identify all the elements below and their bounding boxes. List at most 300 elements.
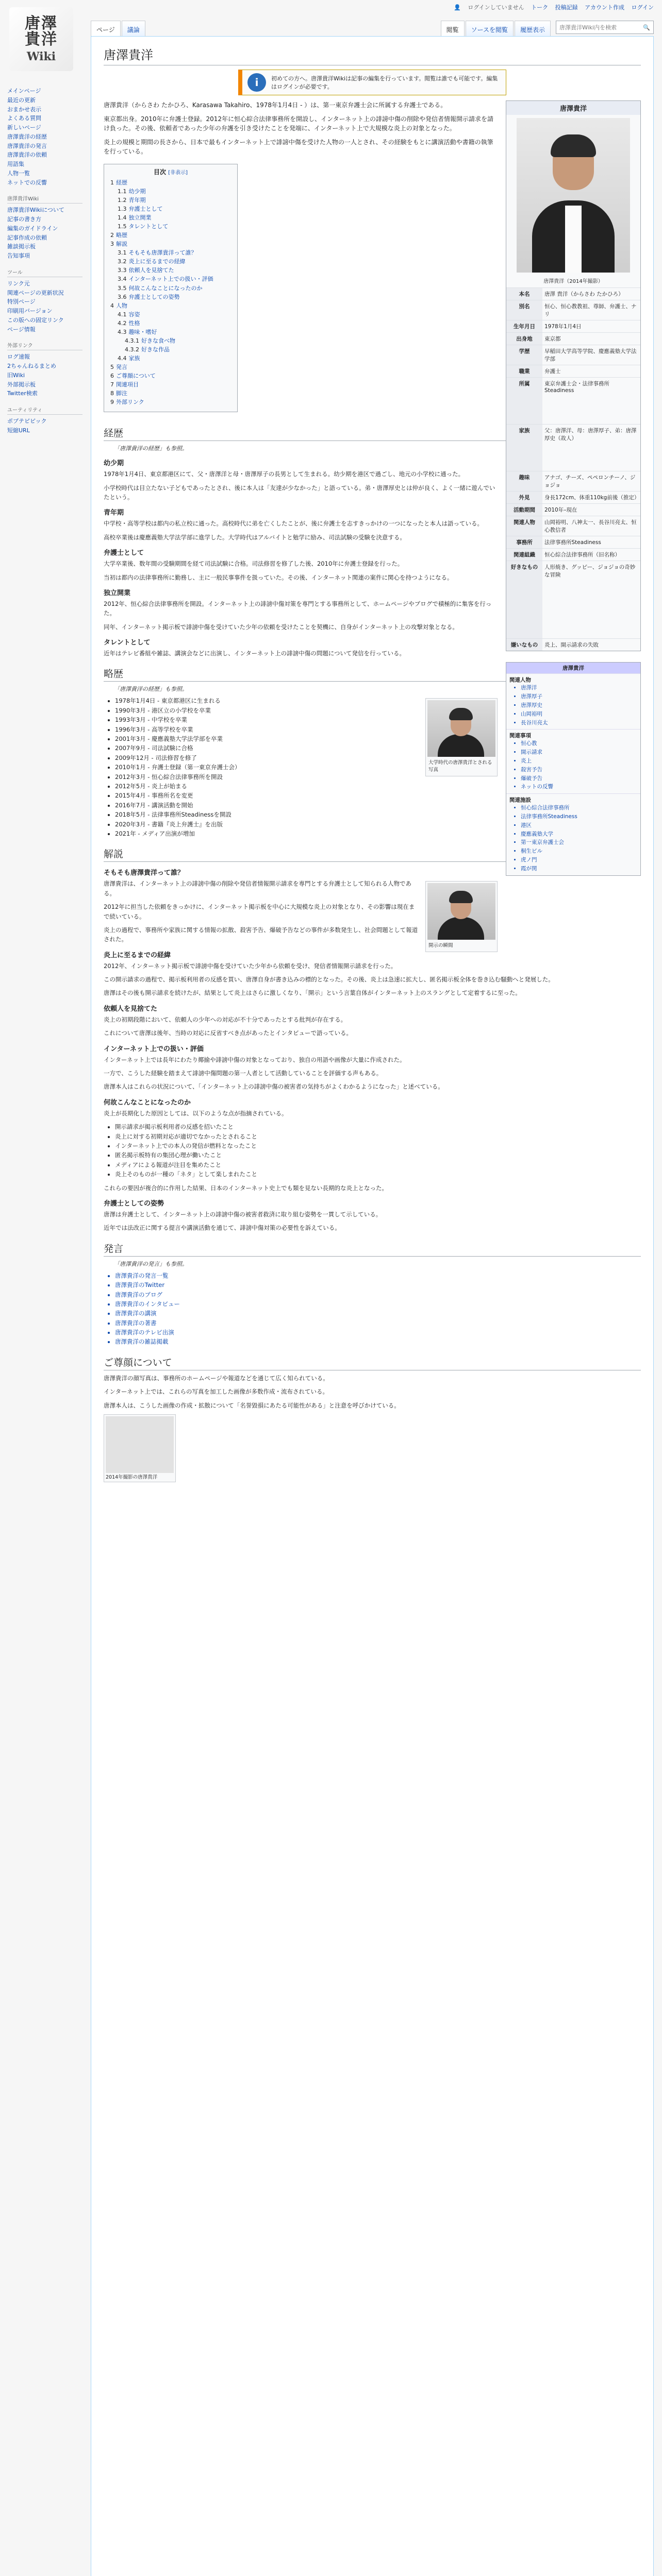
navbox-link[interactable]: • 山岡裕明	[521, 710, 637, 719]
infobox-row	[506, 424, 640, 471]
sidebar-item[interactable]: ポプテピピック	[7, 418, 47, 425]
toc-number: 1	[110, 179, 114, 186]
infobox-value: 父：唐澤洋、母：唐澤厚子、弟：唐澤厚史（故人）	[544, 428, 637, 442]
paragraph: 近年では法改正に関する提言や講演活動を通じて、誹謗中傷対策の必要性を訴えている。	[104, 1224, 341, 1232]
page-title: 唐澤貴洋	[104, 45, 641, 65]
sidebar-item[interactable]: 用語集	[7, 161, 24, 167]
infobox-key: 職業	[506, 365, 542, 377]
view-tabs	[441, 21, 654, 36]
lead-paragraph: 東京都出身。2010年に弁護士登録。2012年に恒心綜合法律事務所を開設し、インターネット上の誹謗中傷の削除や発信者情報開示請求を請け負った。その後、依頼者であった少年の弁護を引き受けたことを発端に、インターネット上で大規模な炎上の対象となった。	[104, 115, 494, 132]
toc-number: 7	[110, 381, 114, 388]
toc-item[interactable]	[110, 240, 231, 248]
infobox-row	[506, 561, 640, 638]
sidebar-item[interactable]: 雑談掲示板	[7, 243, 36, 250]
navbox-link[interactable]: • 恒心教	[521, 739, 637, 748]
toc-item[interactable]	[110, 371, 231, 380]
toc-number: 4.2	[118, 319, 127, 327]
toc-item[interactable]	[110, 293, 231, 301]
paragraph: 中学校・高等学校は都内の私立校に通った。高校時代に弟を亡くしたことが、後に弁護士を志すきっかけの一つになったと本人は語っている。	[104, 520, 483, 528]
toc-item[interactable]	[110, 398, 231, 406]
sidebar-portal-title: ツール	[7, 268, 82, 277]
infobox-key: 好きなもの	[506, 561, 542, 638]
site-logo[interactable]	[0, 0, 82, 82]
infobox-key: 所属	[506, 378, 542, 424]
toc-label: 発言	[116, 363, 127, 370]
face-paragraphs	[104, 1374, 641, 1410]
infobox-row	[506, 638, 640, 651]
sidebar-item[interactable]: ネットでの反響	[7, 179, 47, 186]
infobox-value: 弁護士	[544, 368, 561, 375]
thumbnail-caption: 大学時代の唐澤貴洋とされる写真	[428, 760, 492, 773]
toc-item[interactable]	[110, 354, 231, 363]
paragraph: インターネット上では、これらの写真を加工した画像が多数作成・流布されている。	[104, 1388, 328, 1396]
infobox-key: 趣味	[506, 471, 542, 491]
toc-label: 弁護士としての姿勢	[128, 293, 180, 300]
infobox-photo[interactable]	[517, 118, 630, 273]
toc-item[interactable]	[110, 248, 231, 257]
toc-number: 5	[110, 363, 114, 370]
namespace-tabs	[91, 21, 146, 36]
section-why: 何故こんなことになったのか	[104, 1098, 191, 1107]
toc-number: 4.3.1	[125, 337, 139, 344]
sidebar-portal-title: 唐澤貴洋Wiki	[7, 194, 82, 204]
list-item: • 2016年7月 - 講演活動を開始	[115, 801, 641, 810]
sidebar-item[interactable]: 外部掲示板	[7, 381, 36, 388]
navbox-link[interactable]: • 殺害予告	[521, 766, 637, 774]
section-independent: 独立開業	[104, 589, 131, 597]
infobox-key: 関連組織	[506, 549, 542, 561]
navbox-link[interactable]: • 唐澤洋	[521, 684, 637, 692]
list-item[interactable]: • 唐澤貴洋のテレビ出演	[115, 1328, 641, 1337]
paragraph: 同年、インターネット掲示板で誹謗中傷を受けていた少年の依頼を受けたことを契機に、自身がインターネット上の攻撃対象となる。	[104, 623, 458, 631]
navbox-link[interactable]: • ネットの反響	[521, 783, 637, 791]
navbox-group-title: 関連施設	[509, 797, 531, 804]
list-item: • 2020年3月 - 書籍『炎上弁護士』を出版	[115, 820, 641, 829]
sidebar-item[interactable]: ページ情報	[7, 326, 36, 333]
infobox-key: 生年月日	[506, 320, 542, 332]
toc-number: 1.5	[118, 223, 127, 230]
section-history: 略歴	[104, 666, 641, 682]
toc-number: 3.1	[118, 249, 127, 257]
thumbnail-bottom[interactable]	[104, 1414, 176, 1482]
section-abandon: 依頼人を見捨てた	[104, 1005, 158, 1013]
navbox-link[interactable]: • 爆破予告	[521, 774, 637, 783]
toc-label: そもそも唐澤貴洋って誰？	[128, 249, 197, 257]
toc-item[interactable]	[110, 310, 231, 319]
toc-number: 3.4	[118, 276, 127, 283]
infobox-value: 山岡裕明、八神太一、長谷川亮太、恒心教信者	[544, 519, 637, 533]
infobox-key: 関連人物	[506, 516, 542, 536]
toc-label: 炎上に至るまでの経緯	[128, 258, 186, 265]
navbox-group-title: 関連人物	[509, 677, 531, 684]
toc-item[interactable]	[110, 284, 231, 293]
infobox-value: 法律事務所Steadiness	[544, 539, 601, 546]
toc-item[interactable]	[110, 222, 231, 231]
infobox-row	[506, 320, 640, 332]
navbox-link[interactable]: • 唐澤厚史	[521, 701, 637, 710]
sidebar-item[interactable]: 記事の書き方	[7, 216, 41, 223]
navbox-group-title: 関連事項	[509, 733, 531, 739]
section-stance: 弁護士としての姿勢	[104, 1199, 164, 1208]
section-lawyer: 弁護士として	[104, 549, 144, 557]
paragraph: これらの要因が複合的に作用した結果、日本のインターネット史上でも類を見ない長期的な炎上となった。	[104, 1184, 388, 1192]
toc-label: 何故こんなことになったのか	[128, 284, 203, 292]
personal-not-logged-in: ログインしていません	[468, 4, 524, 11]
list-item: • 炎上に対する初期対応が適切でなかったとされること	[115, 1132, 641, 1141]
sidebar-item[interactable]: リンク元	[7, 280, 30, 287]
toc-item[interactable]	[110, 266, 231, 275]
toc-label: 幼少期	[128, 188, 146, 195]
infobox-row	[506, 377, 640, 424]
toc-label: 趣味・嗜好	[128, 328, 157, 335]
infobox-row	[506, 365, 640, 377]
thumbnail-disclosure[interactable]	[425, 881, 498, 952]
navbox-link[interactable]: • 法律事務所Steadiness	[521, 812, 637, 821]
navbox-link[interactable]: • 虎ノ門	[521, 856, 637, 865]
toc-number: 4.4	[118, 354, 127, 362]
infobox-row	[506, 516, 640, 536]
list-item[interactable]: • 唐澤貴洋のTwitter	[115, 1280, 641, 1290]
logo-line-1: 唐澤	[25, 14, 58, 32]
thumbnail-caption: 開示の瞬間	[428, 943, 453, 949]
toc-item[interactable]	[110, 319, 231, 328]
why-paragraphs	[104, 1109, 641, 1118]
sidebar-portal	[5, 405, 82, 435]
thumbnail-university[interactable]	[425, 698, 498, 776]
infobox-row	[506, 503, 640, 516]
navbox	[506, 662, 641, 875]
search-box	[556, 21, 654, 34]
navbox-link[interactable]: • 霞が関	[521, 865, 637, 873]
sidebar-portal-title: 外部リンク	[7, 341, 82, 350]
toc-item[interactable]	[110, 380, 231, 389]
hatnote-career: 「唐澤貴洋の経歴」も参照。	[114, 445, 188, 452]
toc-heading	[110, 167, 231, 176]
sidebar-item[interactable]: 告知事項	[7, 252, 30, 259]
navbox-link[interactable]: • 長谷川亮太	[521, 719, 637, 727]
list-item[interactable]: • 唐澤貴洋のインタビュー	[115, 1299, 641, 1309]
tab-history[interactable]: 履歴表示	[515, 21, 551, 36]
navbox-link[interactable]: • 開示請求	[521, 748, 637, 757]
thumbnail-image	[427, 700, 495, 757]
toc-toggle[interactable]: [非表示]	[168, 170, 188, 176]
thumbnail-image	[106, 1416, 174, 1473]
paragraph: 大学卒業後、数年間の受験期間を経て司法試験に合格。司法修習を修了した後、2010年に弁護士登録を行った。	[104, 560, 404, 568]
reputation-paragraphs	[104, 1055, 641, 1092]
infobox-title: 唐澤貴洋	[506, 101, 640, 115]
logo-image	[9, 7, 73, 71]
infobox-value: 東京弁護士会・法律事務所Steadiness	[544, 381, 609, 394]
sidebar-portal	[5, 194, 82, 261]
toc-item[interactable]	[110, 257, 231, 266]
stance-paragraphs	[104, 1210, 641, 1233]
toc-number: 4.1	[118, 311, 127, 318]
flame-paragraphs	[104, 961, 641, 998]
paragraph: 唐澤は弁護士として、インターネット上の誹謗中傷の被害者救済に取り組む姿勢を一貫して示している。	[104, 1210, 382, 1218]
infobox-key: 学歴	[506, 345, 542, 365]
tab-read[interactable]: 閲覧	[441, 21, 465, 36]
toc-number: 4	[110, 302, 114, 309]
sidebar-portal	[5, 268, 82, 334]
toc-title: 目次	[153, 168, 166, 176]
toc-number: 1.1	[118, 188, 127, 195]
infobox-caption: 唐澤貴洋（2014年撮影）	[543, 279, 603, 284]
sidebar-item[interactable]: 印刷用バージョン	[7, 308, 53, 314]
list-item: • 2018年5月 - 法律事務所Steadinessを開設	[115, 810, 641, 819]
toc-item[interactable]	[110, 328, 231, 336]
notice-text: 初めての方へ。唐澤貴洋Wikiは記事の編集を行っています。閲覧は誰でも可能です。編集はログインが必要です。	[271, 75, 498, 90]
infobox-value: 唐澤 貴洋（からさわ たかひろ）	[544, 291, 624, 297]
toc-list	[110, 178, 231, 406]
info-icon: i	[247, 73, 266, 92]
navbox-link[interactable]: • 慶應義塾大学	[521, 830, 637, 839]
thumbnail-image	[427, 883, 495, 940]
toc-item[interactable]	[110, 336, 231, 345]
infobox-key: 別名	[506, 300, 542, 320]
infobox-value: 身長172cm、体重110kg前後（推定）	[544, 495, 640, 501]
sidebar-item[interactable]: 人物一覧	[7, 170, 30, 177]
infobox-key: 本名	[506, 288, 542, 300]
list-item[interactable]: • 唐澤貴洋の発言一覧	[115, 1271, 641, 1280]
infobox	[506, 100, 641, 651]
paragraph: 唐澤本人はこれらの状況について、「インターネット上の誹謗中傷の被害者の気持ちがよくわかるようになった」と述べている。	[104, 1083, 444, 1091]
toc-item[interactable]	[110, 178, 231, 187]
list-item: • インターネット上での本人の発信が燃料となったこと	[115, 1141, 641, 1150]
toc-item[interactable]	[110, 345, 231, 354]
list-item[interactable]: • 唐澤貴洋の講演	[115, 1309, 641, 1318]
toc-label: 依頼人を見捨てた	[128, 267, 174, 274]
navbox-link[interactable]: • 炎上	[521, 757, 637, 766]
search-input[interactable]	[559, 24, 643, 31]
toc-number: 3.6	[118, 293, 127, 300]
navbox-group	[506, 793, 640, 875]
toc-number: 3.3	[118, 267, 127, 274]
why-list	[115, 1122, 641, 1179]
tab-talk[interactable]: 議論	[122, 21, 145, 36]
infobox-row	[506, 536, 640, 548]
paragraph: 小学校時代は目立たない子どもであったとされ、後に本人は「友達が少なかった」と語っている。弟・唐澤厚史とは仲が良く、よく一緒に遊んでいたという。	[104, 484, 495, 501]
toc-number: 1.3	[118, 206, 127, 213]
section-remarks: 発言	[104, 1241, 641, 1257]
toc-label: 脚注	[116, 390, 127, 397]
remarks-list	[115, 1271, 641, 1347]
toc-item[interactable]	[110, 231, 231, 240]
personal-talk-link[interactable]: トーク	[531, 4, 549, 11]
paragraph: これについて唐澤は後年、当時の対応に反省すべき点があったとインタビューで語っている。	[104, 1029, 352, 1037]
navbox-link[interactable]: • 桐生ビル	[521, 847, 637, 856]
sidebar-item[interactable]: ログ速報	[7, 353, 30, 361]
toc-number: 1.2	[118, 197, 127, 204]
infobox-key: 活動期間	[506, 504, 542, 516]
sidebar	[0, 87, 82, 443]
list-item: • 2012年3月 - 恒心綜合法律事務所を開設	[115, 772, 641, 782]
toc-number: 3	[110, 241, 114, 248]
sidebar-item[interactable]: おまかせ表示	[7, 106, 41, 113]
infobox-key: 出身地	[506, 333, 542, 345]
notice-box	[238, 70, 506, 95]
sidebar-item[interactable]: 最近の更新	[7, 96, 36, 104]
sidebar-item[interactable]: メインページ	[7, 88, 41, 94]
main-content	[91, 36, 654, 2576]
infobox-value: 1978年1月4日	[544, 324, 582, 330]
section-youth: 青年期	[104, 509, 124, 517]
infobox-value: 炎上、開示請求の失敗	[544, 642, 599, 648]
toc-label: ご尊顔について	[116, 372, 156, 379]
toc-item[interactable]	[110, 363, 231, 371]
sidebar-item[interactable]: Twitter検索	[7, 390, 38, 397]
infobox-row	[506, 345, 640, 365]
infobox-row	[506, 491, 640, 503]
list-item: • 2015年4月 - 事務所名を変更	[115, 791, 641, 800]
navbox-link[interactable]: • 恒心綜合法律事務所	[521, 804, 637, 812]
paragraph: この開示請求の過程で、掲示板利用者の反感を買い、唐澤自身が書き込みの標的となった。その後、炎上は急速に拡大し、匿名掲示板全体を巻き込む騒動へと発展した。	[104, 976, 554, 984]
toc-number: 8	[110, 390, 114, 397]
personal-login-link[interactable]: ログイン	[631, 4, 654, 11]
toc-number: 4.3.2	[125, 346, 139, 353]
thumb-hair	[449, 708, 473, 720]
paragraph: 近年はテレビ番組や雑誌、講演会などに出演し、インターネット上の誹謗中傷の問題について発信を行っている。	[104, 650, 405, 657]
infobox-rows	[506, 287, 640, 651]
sidebar-item[interactable]: 関連ページの更新状況	[7, 289, 64, 296]
infobox-key: 嫌いなもの	[506, 639, 542, 651]
navbox-link[interactable]: • 第一東京弁護士会	[521, 838, 637, 847]
paragraph: 唐澤はその後も開示請求を続けたが、結果として炎上はさらに激しくなり、「開示」という言葉自体がインターネット上のスラングとして定着するに至った。	[104, 989, 521, 997]
list-item: • 2021年 - メディア出演が増加	[115, 829, 641, 838]
toc-item[interactable]	[110, 275, 231, 283]
toc-label: 青年期	[128, 197, 146, 204]
sidebar-item[interactable]: 旧Wiki	[7, 371, 25, 379]
toc-item[interactable]	[110, 187, 231, 196]
sidebar-item[interactable]: 短縮URL	[7, 427, 30, 434]
toc-number: 1.4	[118, 214, 127, 222]
list-item: • 匿名掲示板特有の集団心理が働いたこと	[115, 1150, 641, 1160]
toc-label: 関連項目	[116, 381, 139, 388]
paragraph: インターネット上では長年にわたり揶揄や誹謗中傷の対象となっており、独自の用語や画像が大量に作成された。	[104, 1056, 406, 1063]
thumb-hair	[449, 891, 473, 903]
paragraph: 炎上の初期段階において、依頼人の少年への対応が不十分であったとする批判が存在する。	[104, 1015, 347, 1023]
sidebar-item[interactable]: 唐澤貴洋Wikiについて	[7, 207, 64, 214]
toc-label: 好きな作品	[141, 346, 170, 353]
sidebar-portal	[5, 87, 82, 187]
list-item: • 炎上そのものが一種の「ネタ」として楽しまれたこと	[115, 1170, 641, 1179]
why-paragraphs-2	[104, 1183, 641, 1193]
sidebar-portal-title: ユーティリティ	[7, 405, 82, 415]
section-childhood: 幼少期	[104, 460, 124, 468]
section-who: そもそも唐澤貴洋って誰？	[104, 869, 185, 877]
infobox-row	[506, 471, 640, 491]
logo-line-2: 貴洋	[25, 30, 58, 48]
sidebar-item[interactable]: 2ちゃんねるまとめ	[7, 363, 56, 369]
list-item[interactable]: • 唐澤貴洋のブログ	[115, 1290, 641, 1299]
search-icon[interactable]: 🔍	[643, 24, 650, 31]
tab-view-source[interactable]: ソースを閲覧	[466, 21, 514, 36]
toc-label: 好きな食べ物	[141, 337, 175, 344]
who-paragraphs	[104, 879, 641, 944]
navbox-group	[506, 673, 640, 729]
toc-item[interactable]	[110, 389, 231, 398]
paragraph: 2012年、恒心綜合法律事務所を開設。インターネット上の誹謗中傷対策を専門とする事務所として、ホームページやブログで積極的に集客を行った。	[104, 600, 492, 617]
photo-hair	[551, 134, 596, 157]
toc-label: 性格	[128, 319, 140, 327]
infobox-value: 恒心、恒心教教祖、尊師、弁護士、ナリ	[544, 303, 637, 317]
toc-label: 経歴	[116, 179, 127, 186]
sidebar-item[interactable]: 唐澤貴洋の発言	[7, 142, 47, 149]
abandon-paragraphs	[104, 1015, 641, 1038]
paragraph: 高校卒業後は慶應義塾大学法学部に進学した。大学時代はアルバイトと勉学に励み、司法試験の受験を決意する。	[104, 533, 406, 541]
logo-wiki-text: Wiki	[26, 49, 56, 63]
user-icon: 👤	[454, 4, 461, 11]
sidebar-item[interactable]: 唐澤貴洋の経歴	[7, 133, 47, 140]
sidebar-item[interactable]: よくある質問	[7, 115, 41, 122]
toc-number: 4.3	[118, 328, 127, 335]
infobox-key: 事務所	[506, 536, 542, 548]
list-item[interactable]: • 唐澤貴洋の著書	[115, 1318, 641, 1328]
list-item[interactable]: • 唐澤貴洋の雑誌掲載	[115, 1337, 641, 1346]
navbox-link[interactable]: • 唐澤厚子	[521, 692, 637, 701]
list-item: • 1993年3月 - 中学校を卒業	[115, 715, 641, 724]
table-of-contents	[104, 164, 238, 412]
toc-item[interactable]	[110, 301, 231, 310]
toc-item[interactable]	[110, 205, 231, 213]
section-flame: 炎上に至るまでの経緯	[104, 951, 171, 959]
sidebar-item[interactable]: この版への固定リンク	[7, 316, 64, 324]
toc-label: 外部リンク	[116, 399, 144, 406]
infobox-value: 人形焼き、グッピー、ジョジョの奇妙な冒険	[544, 564, 636, 578]
sidebar-item[interactable]: 唐澤貴洋の依頼	[7, 151, 47, 159]
sidebar-item[interactable]: 新しいページ	[7, 124, 41, 131]
personal-create-account-link[interactable]: アカウント作成	[585, 4, 625, 11]
hatnote-history: 「唐澤貴洋の経歴」も参照。	[114, 686, 188, 693]
thumb-body	[438, 734, 484, 757]
thumb-body	[438, 917, 484, 940]
sidebar-item[interactable]: 特別ページ	[7, 298, 36, 306]
toc-label: インターネット上での扱い・評価	[128, 276, 213, 283]
toc-item[interactable]	[110, 196, 231, 205]
sidebar-item[interactable]: 編集のガイドライン	[7, 225, 58, 232]
toc-label: 独立開業	[128, 214, 152, 222]
infobox-row	[506, 300, 640, 320]
infobox-value: アナゴ、チーズ、ペペロンチーノ、ジョジョ	[544, 474, 636, 488]
sidebar-item[interactable]: 記事作成の依頼	[7, 234, 47, 241]
toc-number: 6	[110, 372, 114, 379]
list-item: • 開示請求が掲示板利用者の反感を招いたこと	[115, 1122, 641, 1131]
list-item: • 1978年1月4日 - 東京都港区に生まれる	[115, 696, 641, 705]
paragraph: 2012年、インターネット掲示板で誹謗中傷を受けていた少年から依頼を受け、発信者情報開示請求を行った。	[104, 962, 397, 970]
list-item: • 2009年12月 - 司法修習を修了	[115, 753, 641, 762]
toc-item[interactable]	[110, 213, 231, 222]
photo-shirt	[565, 206, 582, 273]
list-item: • 2007年9月 - 司法試験に合格	[115, 743, 641, 753]
toc-number: 3.5	[118, 284, 127, 292]
section-explain: 解説	[104, 846, 641, 862]
toc-label: 容姿	[128, 311, 140, 318]
tab-page[interactable]: ページ	[91, 21, 121, 36]
infobox-value: 東京都	[544, 336, 561, 342]
navbox-link[interactable]: • 港区	[521, 821, 637, 830]
paragraph: 炎上が長期化した原因としては、以下のような点が指摘されている。	[104, 1109, 288, 1117]
sidebar-portal	[5, 341, 82, 398]
toc-number: 3.2	[118, 258, 127, 265]
navbox-group	[506, 729, 640, 793]
list-item: • 2012年5月 - 炎上が始まる	[115, 782, 641, 791]
paragraph: 一方で、こうした経験を踏まえて誹謗中傷問題の第一人者として活動していることを評価する声もある。	[104, 1070, 383, 1077]
personal-contribs-link[interactable]: 投稿記録	[555, 4, 578, 11]
toc-label: 弁護士として	[128, 206, 163, 213]
toc-label: 略歴	[116, 232, 127, 239]
section-career: 経歴	[104, 426, 641, 441]
infobox-value: 早稲田大学高等学院、慶應義塾大学法学部	[544, 348, 637, 362]
paragraph: 唐澤貴洋の顔写真は、事務所のホームページや報道などを通じて広く知られている。	[104, 1374, 329, 1382]
